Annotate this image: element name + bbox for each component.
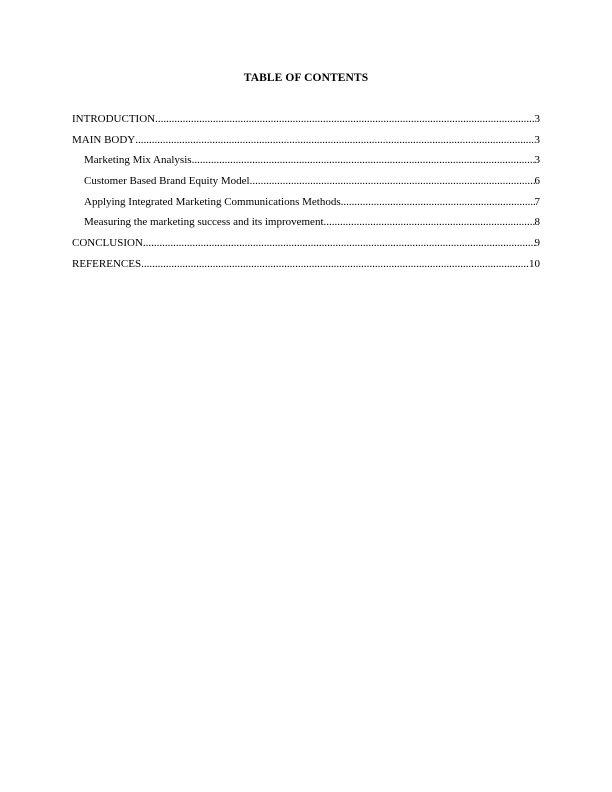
toc-entry-label: MAIN BODY — [72, 133, 136, 146]
toc-entry-conclusion[interactable] — [72, 236, 540, 257]
toc-page-number: 6 — [534, 175, 540, 188]
toc-entry-label: Marketing Mix Analysis — [84, 154, 192, 167]
toc-dot-leader — [341, 195, 535, 209]
toc-page-number: 10 — [529, 257, 540, 270]
toc-dot-leader — [135, 133, 534, 147]
toc-page-number: 3 — [534, 154, 540, 167]
toc-entry-label: REFERENCES — [72, 257, 142, 270]
toc-entry-label: CONCLUSION — [72, 237, 143, 250]
toc-page-number: 3 — [534, 113, 540, 125]
toc-entry-references[interactable] — [72, 257, 540, 278]
toc-entry-label: Applying Integrated Marketing Communications Methods — [84, 195, 341, 208]
toc-page-number: 9 — [534, 237, 540, 250]
toc-entry-customer-based-brand-equity-model[interactable] — [72, 174, 540, 195]
toc-dot-leader — [141, 257, 529, 271]
toc-page-number: 7 — [534, 195, 540, 208]
toc-entry-label: Measuring the marketing success and its improvement — [84, 216, 324, 229]
toc-list — [72, 112, 540, 278]
toc-entry-label: Customer Based Brand Equity Model — [84, 175, 250, 188]
toc-dot-leader — [192, 153, 535, 167]
toc-dot-leader — [324, 215, 535, 229]
toc-entry-marketing-mix-analysis[interactable] — [72, 153, 540, 174]
toc-page-number: 3 — [534, 133, 540, 146]
toc-entry-introduction[interactable] — [72, 112, 540, 133]
toc-dot-leader — [143, 236, 535, 250]
toc-entry-label: INTRODUCTION — [72, 113, 156, 125]
toc-entry-applying-imc-methods[interactable] — [72, 195, 540, 216]
toc-entry-main-body[interactable] — [72, 133, 540, 154]
toc-title: TABLE OF CONTENTS — [243, 72, 369, 84]
toc-dot-leader — [155, 112, 534, 126]
toc-entry-measuring-marketing-success[interactable] — [72, 215, 540, 236]
toc-page-number: 8 — [534, 216, 540, 229]
toc-dot-leader — [250, 174, 535, 188]
